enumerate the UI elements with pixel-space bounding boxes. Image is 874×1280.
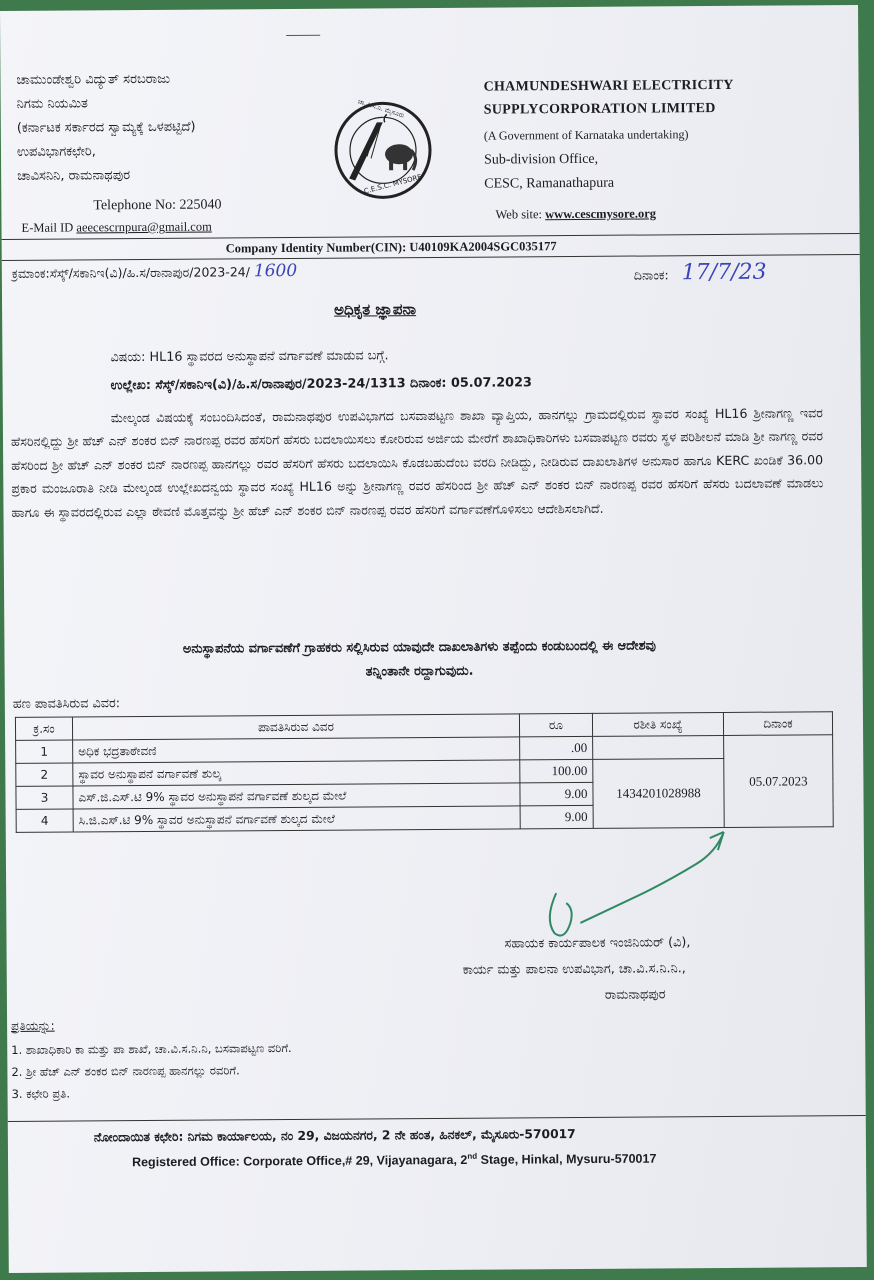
header-kannada xyxy=(16,68,196,189)
payment-table xyxy=(15,711,834,833)
table-row xyxy=(16,758,833,787)
row-amount: 9.00 xyxy=(520,805,593,829)
receipt-number: 1434201028988 xyxy=(593,758,724,828)
header-date: ದಿನಾಂಕ xyxy=(723,712,832,736)
subject-line: ವಿಷಯ: HL16 ಸ್ಥಾವರದ ಅನುಸ್ಥಾಪನೆ ವರ್ಗಾವಣೆ ಮಾಡುವ ಬಗ್ಗೆ. xyxy=(110,348,389,366)
signatory-place: ರಾಮನಾಥಪುರ xyxy=(604,987,666,1003)
org-note-en: (A Government of Karnataka undertaking) xyxy=(483,127,689,143)
org-type-kn: ನಿಗಮ ನಿಯಮಿತ xyxy=(16,96,88,112)
row-amount: 9.00 xyxy=(520,782,593,806)
row-amount: 100.00 xyxy=(520,759,593,783)
date-label: ದಿನಾಂಕ: xyxy=(633,267,669,283)
org-name-kn: ಚಾಮುಂಡೇಶ್ವರಿ ವಿದ್ಯುತ್ ಸರಬರಾಜು xyxy=(16,71,171,88)
footer-divider xyxy=(8,1115,866,1122)
org-note-kn: (ಕರ್ನಾಟಕ ಸರ್ಕಾರದ ಸ್ವಾಮ್ಯಕ್ಕೆ ಒಳಪಟ್ಟಿದೆ) xyxy=(16,119,196,136)
website-line xyxy=(495,206,656,222)
notice-line-2: ತನ್ನಿಂತಾನೇ ರದ್ದಾಗುವುದು. xyxy=(365,663,474,680)
place-en: CESC, Ramanathapura xyxy=(484,175,615,192)
header-receipt: ರಶೀತಿ ಸಂಖ್ಯೆ xyxy=(592,712,723,736)
memo-title: ಅಧಿಕೃತ ಜ್ಞಾಪನಾ xyxy=(334,300,417,319)
website-label: Web site: xyxy=(495,207,543,222)
notice-line-1: ಅನುಸ್ಥಾಪನೆಯ ವರ್ಗಾವಣೆಗೆ ಗ್ರಾಹಕರು ಸಲ್ಲಿಸಿರುವ ಯಾವುದೇ ದಾಖಲಾತಿಗಳು ತಪ್ಪೆಂದು ಕಂಡುಬಂದಲ್ಲಿ ಈ ಆದೇಶವು xyxy=(182,638,657,657)
signatory-designation: ಸಹಾಯಕ ಕಾರ್ಯಪಾಲಕ ಇಂಜಿನಿಯರ್ (ವಿ), xyxy=(504,935,691,952)
header-english xyxy=(483,72,734,199)
row-description: ಅಧಿಕ ಭದ್ರತಾಠೇವಣಿ xyxy=(73,737,520,763)
copy-item: 1. ಶಾಖಾಧಿಕಾರಿ ಕಾ ಮತ್ತು ಪಾ ಶಾಖೆ, ಚಾ.ವಿ.ಸ.ನಿ.ನಿ, ಬಸವಾಪಟ್ಟಣ ವರಿಗೆ. xyxy=(11,1040,292,1057)
copy-item: 3. ಕಛೇರಿ ಪ್ರತಿ. xyxy=(11,1086,71,1101)
reference-number-handwritten: 1600 xyxy=(253,260,298,282)
reference-date xyxy=(634,260,767,286)
place-kn: ಚಾವಿಸನಿನಿ, ರಾಮನಾಥಪುರ xyxy=(17,168,131,184)
memo-body: ಮೇಲ್ಕಂಡ ವಿಷಯಕ್ಕೆ ಸಂಬಂದಿಸಿದಂತೆ, ರಾಮನಾಥಪುರ ಉಪವಿಭಾಗದ ಬಸವಾಪಟ್ಟಣ ಶಾಖಾ ವ್ಯಾಪ್ತಿಯ, ಹಾನಗಲ್ಲು ಗ್ರಾಮದಲ್ಲಿರುವ ಸ್ಥಾವರ ಸಂಖ್ಯೆ HL16 ಶ್ರೀನಾಗಣ್ಣ ಇವರ ಹೆಸರಿನಲ್ಲಿದ್ದು ಶ್ರೀ ಹೆಚ್ ಎನ್ ಶಂಕರ ಬಿನ್ ನಾರಣಪ್ಪ ರವರ ಹೆಸರಿಗೆ ಹೆಸರು ಬದಲಾಯಿಸಲು ಕೋರಿರುವ ಅರ್ಜಿಯ ಮೇರೆಗೆ ಶಾಖಾಧಿಕಾರಿಗಳು ಬಸವಾಪಟ್ಟಣ ರವರು ಸ್ಥಳ ಪರಿಶೀಲನೆ ಮಾಡಿ ಶ್ರೀ ನಾಗಣ್ಣ ರವರ ಹೆಸರಿಂದ ಶ್ರೀ ಹೆಚ್ ಎನ್ ಶಂಕರ ಬಿನ್ ನಾರಣಪ್ಪ ಹಾನಗಲ್ಲು ರವರ ಹೆಸರಿಗೆ ಹೆಸರು ಬದಲಾಯಿಸಿ ಕೊಡಬಹುದೆಂಬ ವರದಿ ನೀಡಿದ್ದು, ನೀಡಿರುವ ದಾಖಲಾತಿಗಳ ಅನುಸಾರ ಹಾಗೂ KERC ಖಂಡಿಕೆ 36.00 ಪ್ರಕಾರ ಮಂಜೂರಾತಿ ನೀಡಿ ಮೇಲ್ಕಂಡ ಉಲ್ಲೇಖದನ್ವಯ ಸ್ಥಾವರ ಸಂಖ್ಯೆ HL16 ಅನ್ನು ಶ್ರೀನಾಗಣ್ಣ ರವರ ಹೆಸರಿಂದ ಶ್ರೀ ಹೆಚ್ ಎನ್ ಶಂಕರ ಬಿನ್ ನಾರಣಪ್ಪ ರವರ ಹೆಸರಿಗೆ ಹೆಸರು ಬದಲಾವಣೆ ಮಾಡಲು ಹಾಗೂ ಈ ಸ್ಥಾವರದಲ್ಲಿರುವ ಎಲ್ಲಾ ಠೇವಣಿ ಮೊತ್ತವನ್ನು ಶ್ರೀ ಹೆಚ್ ಎನ್ ಶಂಕರ ಬಿನ್ ನಾರಣಪ್ಪ ರವರ ಹೆಸರಿಗೆ ವರ್ಗಾವಣೆಗೊಳಿಸಲು ಆದೇಶಿಸಲಾಗಿದೆ. xyxy=(10,405,824,520)
footer-address-en xyxy=(132,1150,656,1169)
row-serial: 4 xyxy=(16,809,73,832)
email-line xyxy=(21,220,211,236)
row-amount: .00 xyxy=(520,736,593,760)
logo-text-bottom: C.E.S.C. MYSORE xyxy=(363,173,423,196)
cin-number: Company Identity Number(CIN): U40109KA2004SGC035177 xyxy=(225,239,557,256)
document-page xyxy=(0,5,867,1273)
telephone: Telephone No: 225040 xyxy=(93,197,222,214)
payment-date: 05.07.2023 xyxy=(724,735,834,828)
row-serial: 1 xyxy=(16,740,73,763)
cesc-logo xyxy=(327,97,440,201)
header-description: ಪಾವತಿಸಿರುವ ವಿವರ xyxy=(72,714,519,740)
office-en: Sub-division Office, xyxy=(484,151,599,168)
row-description: ಸ್ಥಾವರ ಅನುಸ್ಥಾಪನೆ ವರ್ಗಾವಣೆ ಶುಲ್ಕ xyxy=(73,760,520,786)
reference-line: ಉಲ್ಲೇಖ: ಸೆಸ್ಕ್/ಸಕಾನಿಇ(ವಿ)/ಹಿ.ಸ/ರಾನಾಪುರ/2023-24/1313 ದಿನಾಂಕ: 05.07.2023 xyxy=(110,375,532,394)
header-amount: ರೂ xyxy=(519,713,592,737)
signatory-division: ಕಾರ್ಯ ಮತ್ತು ಪಾಲನಾ ಉಪವಿಭಾಗ, ಚಾ.ವಿ.ಸ.ನಿ.ನಿ., xyxy=(462,961,686,978)
reference-number-text: ಕ್ರಮಾಂಕ:ಸೆಸ್ಕ್/ಸಕಾನಿಇ(ವಿ)/ಹಿ.ಸ/ರಾನಾಪುರ/2023-24/ xyxy=(11,264,250,281)
row-serial: 2 xyxy=(16,763,73,786)
row-receipt-empty xyxy=(593,735,724,759)
signature-mark xyxy=(526,822,747,944)
copies-heading: ಪ್ರತಿಯನ್ನು: xyxy=(11,1018,55,1033)
top-mark xyxy=(286,35,320,36)
reference-number xyxy=(12,261,297,283)
row-description: ಎಸ್.ಜಿ.ಎಸ್.ಟಿ 9% ಸ್ಥಾವರ ಅನುಸ್ಥಾಪನೆ ವರ್ಗಾವಣೆ ಶುಲ್ಕದ ಮೇಲೆ xyxy=(73,783,520,809)
org-name-en: CHAMUNDESHWARI ELECTRICITY xyxy=(483,77,734,95)
footer-address-kn: ನೋಂದಾಯಿತ ಕಛೇರಿ: ನಿಗಮ ಕಾರ್ಯಾಲಯ, ನಂ 29, ವಿಜಯನಗರ, 2 ನೇ ಹಂತ, ಹಿನಕಲ್, ಮೈಸೂರು-570017 xyxy=(93,1127,576,1145)
footer-en-suffix: Stage, Hinkal, Mysuru-570017 xyxy=(477,1151,657,1167)
email-label: E-Mail ID xyxy=(21,220,74,235)
office-kn: ಉಪವಿಭಾಗಕಛೇರಿ, xyxy=(16,144,96,160)
date-handwritten: 17/7/23 xyxy=(681,259,767,286)
row-description: ಸಿ.ಜಿ.ಎಸ್.ಟಿ 9% ಸ್ಥಾವರ ಅನುಸ್ಥಾಪನೆ ವರ್ಗಾವಣೆ ಶುಲ್ಕದ ಮೇಲೆ xyxy=(73,806,520,832)
copy-item: 2. ಶ್ರೀ ಹೆಚ್ ಎನ್ ಶಂಕರ ಬಿನ್ ನಾರಣಪ್ಪ ಹಾನಗಲ್ಲು ರವರಿಗೆ. xyxy=(11,1063,240,1079)
logo-text-top: ಚಾ.ವಿ.ಸ.ನಿ. ಮೈಸೂರು xyxy=(356,97,406,120)
website-link[interactable]: www.cescmysore.org xyxy=(545,206,657,222)
signature-block xyxy=(462,930,691,1009)
org-type-en: SUPPLYCORPORATION LIMITED xyxy=(483,101,716,118)
footer-en-prefix: Registered Office: Corporate Office,# 29, Vijayanagara, 2 xyxy=(132,1152,468,1170)
email-link[interactable]: aeecescrnpura@gmail.com xyxy=(76,219,212,235)
footer-en-sup: nd xyxy=(467,1151,478,1161)
header-serial: ಕ್ರ.ಸಂ xyxy=(15,717,72,740)
row-serial: 3 xyxy=(16,786,73,809)
payment-heading: ಹಣ ಪಾವತಿಸಿರುವ ವಿವರ: xyxy=(12,696,121,712)
